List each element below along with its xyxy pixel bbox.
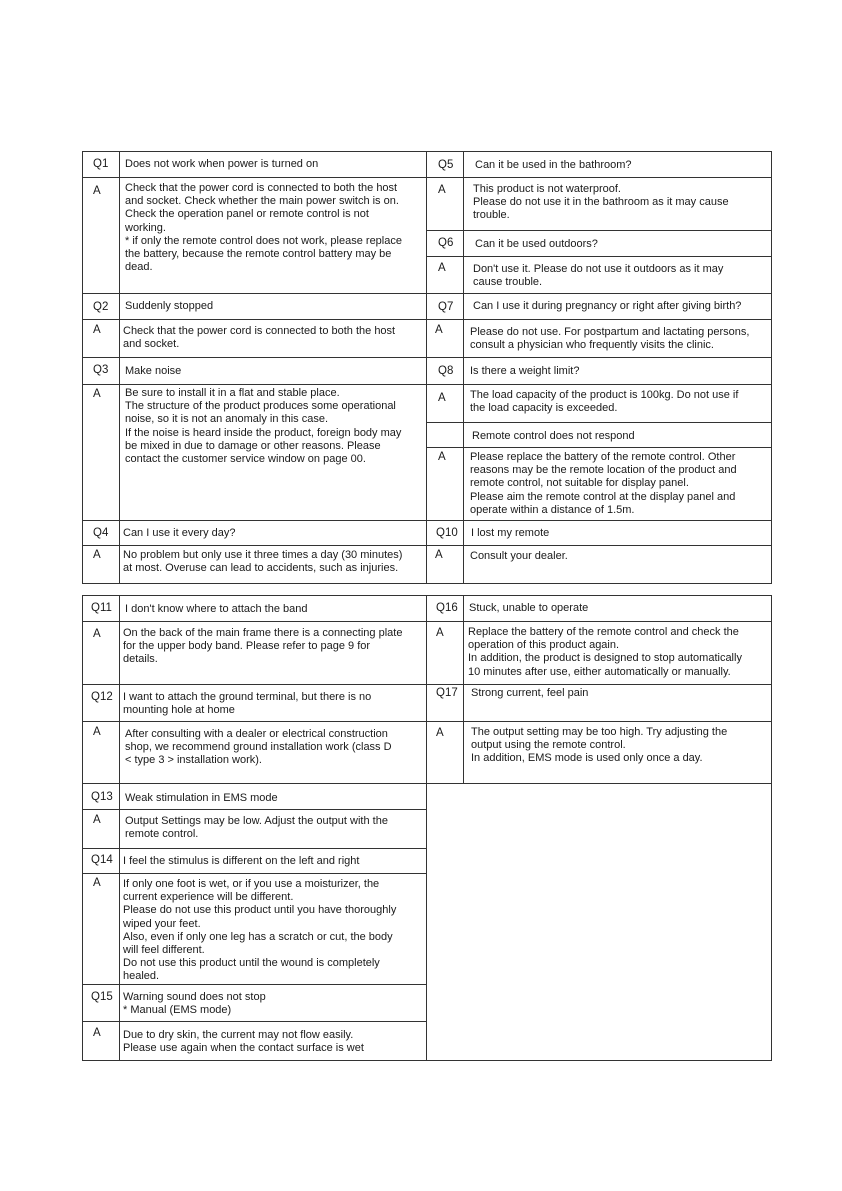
q2-answer: Check that the power cord is connected to both the host and socket. xyxy=(123,325,396,351)
q16-question: Stuck, unable to operate xyxy=(469,602,589,614)
q12-question: I want to attach the ground terminal, but there is no mounting hole at home xyxy=(123,691,372,717)
q11-answer: On the back of the main frame there is a connecting plate for the upper body band. Please refer to page 9 for details. xyxy=(123,627,403,666)
q15-label: Q15 xyxy=(91,991,113,1003)
q8-label: Q8 xyxy=(438,365,454,377)
q3-answer: Be sure to install it in a flat and stable place. The structure of the product produces some operational noise, so it is not an anomaly in this case. If the noise is heard inside the product, foreign body may be mixed in due to damage or other reasons. Please contact the customer service window on page 00. xyxy=(125,387,402,466)
q10-answer: Consult your dealer. xyxy=(470,550,568,562)
q3-label: Q3 xyxy=(93,364,109,376)
q17-answer: The output setting may be too high. Try adjusting the output using the remote control. In addition, EMS mode is used only once a day. xyxy=(471,726,728,765)
q12-answer: After consulting with a dealer or electrical construction shop, we recommend ground installation work (class D < type 3 > installation work). xyxy=(125,728,392,767)
faq-table-bottom xyxy=(82,595,772,1061)
q14-question: I feel the stimulus is different on the left and right xyxy=(123,855,360,867)
q6-question: Can it be used outdoors? xyxy=(475,238,598,250)
q9-answer-label: A xyxy=(438,451,446,463)
q3-question: Make noise xyxy=(125,365,182,377)
q7-answer: Please do not use. For postpartum and lactating persons, consult a physician who frequently visits the clinic. xyxy=(470,326,750,352)
q13-question: Weak stimulation in EMS mode xyxy=(125,792,278,804)
q15-answer-label: A xyxy=(93,1027,101,1039)
q17-label: Q17 xyxy=(436,687,458,699)
q17-answer-label: A xyxy=(436,727,444,739)
faq-table-top xyxy=(82,151,772,584)
q6-label: Q6 xyxy=(438,237,454,249)
q13-label: Q13 xyxy=(91,791,113,803)
q1-question: Does not work when power is turned on xyxy=(125,158,319,170)
q14-answer: If only one foot is wet, or if you use a moisturizer, the current experience will be different. Please do not use this product until you have thoroughly wiped your feet. Also, even if only one leg has a scratch or cut, the body will feel different. Do not use this product until the wound is completely healed. xyxy=(123,878,397,983)
q4-answer-label: A xyxy=(93,549,101,561)
q5-answer-label: A xyxy=(438,184,446,196)
q9-answer: Please replace the battery of the remote control. Other reasons may be the remote location of the product and remote control, not suitable for display panel. Please aim the remote control at the display panel and operate within a distance of 1.5m. xyxy=(470,451,737,516)
q2-answer-label: A xyxy=(93,324,101,336)
q7-question: Can I use it during pregnancy or right after giving birth? xyxy=(473,300,742,312)
q11-question: I don't know where to attach the band xyxy=(125,603,308,615)
q16-label: Q16 xyxy=(436,602,458,614)
q10-question: I lost my remote xyxy=(471,527,550,539)
q10-answer-label: A xyxy=(435,549,443,561)
q16-answer-label: A xyxy=(436,627,444,639)
q7-label: Q7 xyxy=(438,301,454,313)
q8-answer-label: A xyxy=(438,392,446,404)
q7-answer-label: A xyxy=(435,324,443,336)
q4-question: Can I use it every day? xyxy=(123,527,236,539)
q5-question: Can it be used in the bathroom? xyxy=(475,159,632,171)
q5-label: Q5 xyxy=(438,159,454,171)
q15-question: Warning sound does not stop * Manual (EMS mode) xyxy=(123,991,266,1017)
q13-answer: Output Settings may be low. Adjust the output with the remote control. xyxy=(125,815,388,841)
q3-answer-label: A xyxy=(93,388,101,400)
q8-question: Is there a weight limit? xyxy=(470,365,580,377)
q14-label: Q14 xyxy=(91,854,113,866)
q4-label: Q4 xyxy=(93,527,109,539)
q6-answer: Don't use it. Please do not use it outdoors as it may cause trouble. xyxy=(473,263,724,289)
q12-label: Q12 xyxy=(91,691,113,703)
q12-answer-label: A xyxy=(93,726,101,738)
q8-answer: The load capacity of the product is 100kg. Do not use if the load capacity is exceeded. xyxy=(470,389,739,415)
q11-label: Q11 xyxy=(91,602,112,614)
q1-label: Q1 xyxy=(93,158,109,170)
q14-answer-label: A xyxy=(93,877,101,889)
q17-question: Strong current, feel pain xyxy=(471,687,589,699)
q2-label: Q2 xyxy=(93,301,109,313)
q5-answer: This product is not waterproof. Please do not use it in the bathroom as it may cause trouble. xyxy=(473,183,729,222)
q6-answer-label: A xyxy=(438,262,446,274)
q15-answer: Due to dry skin, the current may not flow easily. Please use again when the contact surface is wet xyxy=(123,1029,364,1055)
q13-answer-label: A xyxy=(93,814,101,826)
q1-answer-label: A xyxy=(93,185,101,197)
q16-answer: Replace the battery of the remote control and check the operation of this product again. In addition, the product is designed to stop automatically 10 minutes after use, either automatically or manually. xyxy=(468,626,742,678)
q9-question: Remote control does not respond xyxy=(472,430,635,442)
q10-label: Q10 xyxy=(436,527,458,539)
q1-answer: Check that the power cord is connected to both the host and socket. Check whether the main power switch is on. Check the operation panel or remote control is not working. * if only the remote control does not work, please replace the battery, because the remote control battery may be dead. xyxy=(125,182,402,274)
q2-question: Suddenly stopped xyxy=(125,300,214,312)
q11-answer-label: A xyxy=(93,628,101,640)
q4-answer: No problem but only use it three times a day (30 minutes) at most. Overuse can lead to accidents, such as injuries. xyxy=(123,549,403,575)
